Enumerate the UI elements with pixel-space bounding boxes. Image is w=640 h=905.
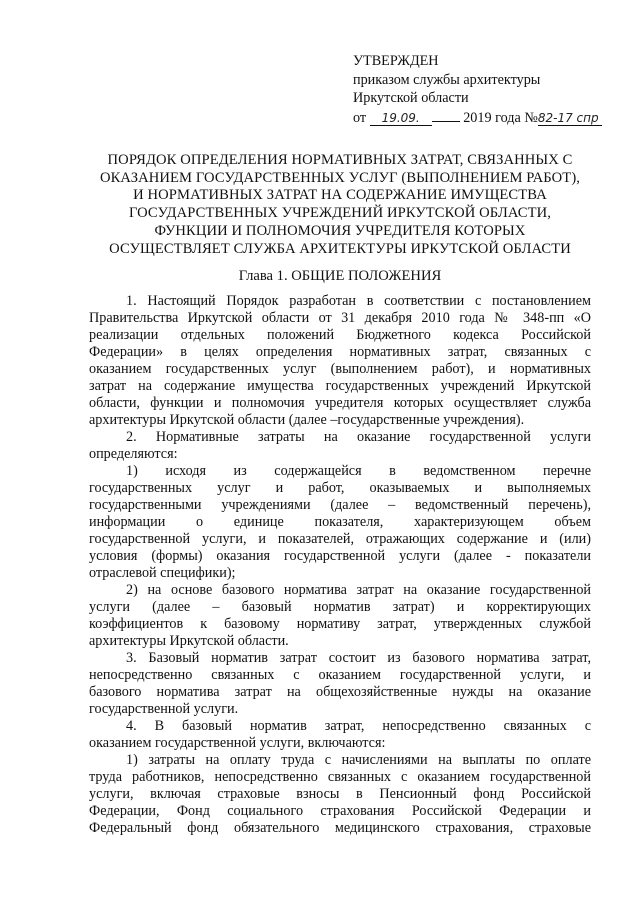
- approval-stamp: [353, 52, 602, 127]
- body-line: области, функции и полномочия учредителя которых осуществляет служба: [89, 395, 591, 411]
- body-line: оказанием государственных услуг (выполнением работ), и нормативных: [89, 361, 591, 377]
- title-line: ФУНКЦИИ И ПОЛНОМОЧИЯ УЧРЕДИТЕЛЯ КОТОРЫХ: [154, 222, 526, 239]
- body-line: Федерации» в целях определения нормативных затрат, связанных с: [89, 344, 591, 360]
- body-line: информации о единице показателя, характеризующем объем: [89, 514, 591, 530]
- body-line: государственной услуги, и показателей, отражающих содержание и (или): [89, 531, 591, 547]
- handwritten-number: 82-17 спр: [538, 111, 602, 126]
- date-prefix: от: [353, 109, 367, 126]
- approval-heading: УТВЕРЖДЕН: [353, 53, 439, 69]
- body-line: 3. Базовый норматив затрат состоит из базового норматива затрат,: [126, 650, 591, 666]
- body-line: государственных услуг и работ, оказываемых и выполняемых: [89, 480, 591, 496]
- body-line: 1) затраты на оплату труда с начислениями на выплаты по оплате: [126, 752, 591, 768]
- approval-order-line: приказом службы архитектуры: [353, 71, 541, 88]
- body-line: Правительства Иркутской области от 31 декабря 2010 года № 348-пп «О: [89, 310, 591, 326]
- body-line: коэффициентов к базовому нормативу затрат, утвержденных службой: [89, 616, 591, 632]
- body-line: труда работников, непосредственно связанных с оказанием государственной: [89, 769, 591, 785]
- body-line: 4. В базовый норматив затрат, непосредственно связанных с: [126, 718, 591, 734]
- chapter-heading: Глава 1. ОБЩИЕ ПОЛОЖЕНИЯ: [238, 268, 442, 284]
- handwritten-date: 19.09.: [370, 111, 432, 126]
- title-line: ОСУЩЕСТВЛЯЕТ СЛУЖБА АРХИТЕКТУРЫ ИРКУТСКОЙ ОБЛАСТИ: [109, 240, 571, 257]
- body-line: условия (формы) оказания государственной услуги (далее - показатели: [89, 548, 591, 564]
- body-line: услуги, включая страховые взносы в Пенсионный фонд Российской: [89, 786, 591, 802]
- document-title: [80, 152, 600, 258]
- body-line: оказанием государственной услуги, включаются:: [89, 735, 386, 751]
- body-line: базового норматива затрат на общехозяйственные нужды на оказание: [89, 684, 591, 700]
- body-line: 2. Нормативные затраты на оказание государственной услуги: [126, 429, 591, 445]
- body-line: архитектуры Иркутской области (далее –государственные учреждения).: [89, 412, 525, 428]
- date-underline: [432, 108, 460, 122]
- body-line: отраслевой специфики);: [89, 565, 236, 581]
- body-line: государственной услуги.: [89, 701, 239, 717]
- title-line: ОКАЗАНИЕМ ГОСУДАРСТВЕННЫХ УСЛУГ (ВЫПОЛНЕНИЕМ РАБОТ),: [99, 169, 581, 186]
- body-line: архитектуры Иркутской области.: [89, 633, 289, 649]
- body-line: услуги (далее – базовый норматив затрат) и корректирующих: [89, 599, 591, 615]
- body-line: 2) на основе базового норматива затрат на оказание государственной: [126, 582, 591, 598]
- approval-region-line: Иркутской области: [353, 90, 469, 106]
- body-line: 1) исходя из содержащейся в ведомственном перечне: [126, 463, 591, 479]
- document-body: [89, 293, 591, 837]
- title-line: ПОРЯДОК ОПРЕДЕЛЕНИЯ НОРМАТИВНЫХ ЗАТРАТ, СВЯЗАННЫХ С: [107, 152, 573, 168]
- title-line: И НОРМАТИВНЫХ ЗАТРАТ НА СОДЕРЖАНИЕ ИМУЩЕСТВА: [133, 187, 547, 204]
- body-line: Федеральный фонд обязательного медицинского страхования, страховые: [89, 820, 591, 836]
- body-line: затрат на содержание имущества государственных учреждений Иркутской: [89, 378, 591, 394]
- year-text: 2019 года №: [463, 109, 538, 126]
- body-line: реализации отдельных положений Бюджетного кодекса Российской: [89, 327, 591, 343]
- body-line: 1. Настоящий Порядок разработан в соответствии с постановлением: [126, 293, 591, 309]
- title-line: ГОСУДАРСТВЕННЫХ УЧРЕЖДЕНИЙ ИРКУТСКОЙ ОБЛАСТИ,: [128, 205, 552, 222]
- body-line: определяются:: [89, 446, 178, 462]
- body-line: государственными учреждениями (далее – ведомственный перечень),: [89, 497, 591, 513]
- approval-date-line: [353, 108, 602, 128]
- body-line: Федерации, Фонд социального страхования Российской Федерации и: [89, 803, 591, 819]
- body-line: непосредственно связанных с оказанием государственной услуги, и: [89, 667, 591, 683]
